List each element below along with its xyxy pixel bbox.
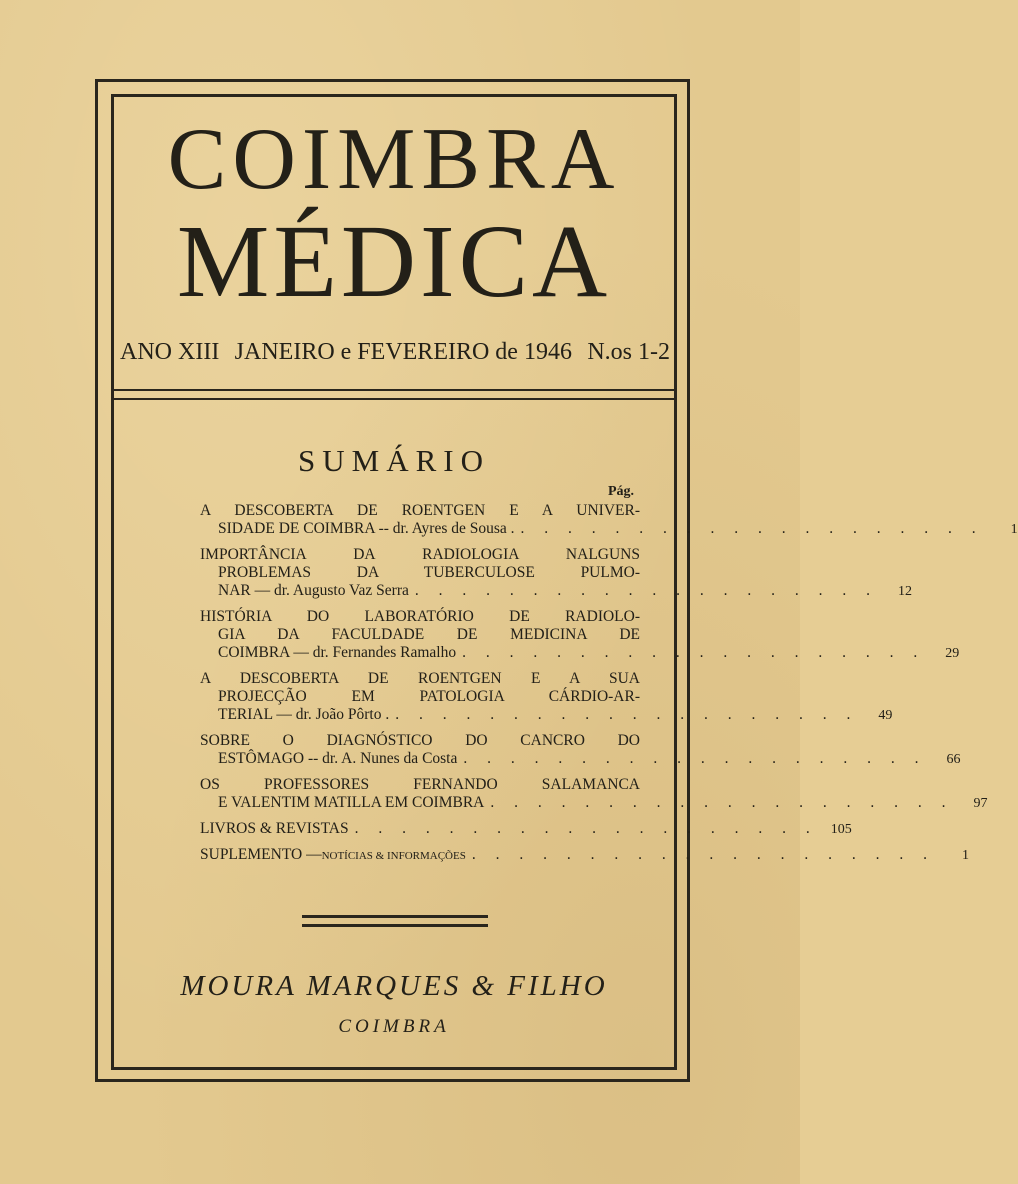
toc-page-number: 12 — [898, 584, 912, 599]
toc-line — [200, 732, 640, 750]
toc-line-text: PROBLEMAS DA TUBERCULOSE PULMO- — [218, 564, 640, 581]
toc-line-text: NAR — dr. Augusto Vaz Serra — [218, 582, 409, 599]
toc-line — [200, 644, 960, 662]
toc-entry — [200, 502, 1018, 538]
toc-line-text: E VALENTIM MATILLA EM COIMBRA — [218, 794, 485, 811]
journal-title-line2: MÉDICA — [176, 204, 612, 319]
toc-entry — [200, 732, 961, 768]
issue-number: N.os 1-2 — [587, 339, 670, 365]
toc-line — [200, 846, 969, 864]
leader-dots: . . . . . . . . . . . . . . . . . . . . — [520, 520, 984, 537]
toc-line-text: HISTÓRIA DO LABORATÓRIO DE RADIOLO- — [200, 608, 640, 625]
toc-line — [200, 582, 912, 600]
toc-line-text: A DESCOBERTA DE ROENTGEN E A UNIVER- — [200, 502, 640, 519]
toc-page-number: 29 — [945, 646, 960, 661]
toc-line — [200, 688, 640, 706]
toc-line — [200, 626, 640, 644]
publisher-city: COIMBRA — [338, 1016, 450, 1037]
toc-page-number: 66 — [946, 752, 961, 767]
toc-entry — [200, 670, 893, 724]
toc-entry — [200, 546, 912, 600]
leader-dots: . . . . . . . . . . . . . . . . . . . . — [490, 794, 954, 811]
toc-line-text: LIVROS & REVISTAS — [200, 820, 349, 837]
toc-line — [200, 520, 1018, 538]
toc-line — [200, 750, 961, 768]
toc-line-text: SOBRE O DIAGNÓSTICO DO CANCRO DO — [200, 732, 640, 749]
toc-line — [200, 794, 988, 812]
toc-entry — [200, 776, 988, 812]
issue-year: ANO XIII — [120, 339, 220, 365]
issue-line — [120, 339, 670, 366]
leader-dots: . . . . . . . . . . . . . . . . . . . . — [471, 846, 935, 863]
toc-line — [200, 546, 640, 564]
toc-line — [200, 706, 893, 724]
divider-rule-bottom — [302, 924, 488, 927]
divider-rule-top — [302, 915, 488, 918]
toc-line-text: OS PROFESSORES FERNANDO SALAMANCA — [200, 776, 640, 793]
toc-page-number: 49 — [878, 708, 893, 723]
leader-dots: . . . . . . . . . . . . . . . . . . . . — [354, 820, 818, 837]
toc-page-number: 1 — [961, 848, 969, 863]
toc-line-text: SIDADE DE COIMBRA -- dr. Ayres de Sousa . — [218, 520, 515, 537]
toc-entry — [200, 608, 960, 662]
header-rule-bottom — [111, 398, 677, 400]
leader-dots: . . . . . . . . . . . . . . . . . . . . — [395, 706, 859, 723]
leader-dots: . . . . . . . . . . . . . . . . . . . . — [414, 582, 878, 599]
toc-line — [200, 564, 640, 582]
toc-entry — [200, 846, 969, 864]
toc-page-number: 97 — [973, 796, 988, 811]
issue-date: JANEIRO e FEVEREIRO de 1946 — [234, 339, 572, 365]
toc-line — [200, 776, 640, 794]
toc-line-text: COIMBRA — dr. Fernandes Ramalho — [218, 644, 457, 661]
toc-line-text: GIA DA FACULDADE DE MEDICINA DE — [218, 626, 640, 643]
toc-subtitle: NOTÍCIAS & INFORMAÇÕES — [321, 850, 466, 862]
toc-line-text: SUPLEMENTO — — [200, 846, 322, 863]
journal-title-line1: COIMBRA — [167, 111, 621, 208]
toc-line — [200, 608, 640, 626]
leader-dots: . . . . . . . . . . . . . . . . . . . . — [463, 750, 927, 767]
toc-line-text: A DESCOBERTA DE ROENTGEN E A SUA — [200, 670, 640, 687]
toc-line-text: PROJECÇÃO EM PATOLOGIA CÁRDIO-AR- — [218, 688, 640, 705]
toc-line — [200, 670, 640, 688]
table-of-contents — [200, 502, 1018, 872]
toc-page-number: 1 — [1010, 522, 1018, 537]
toc-line-text: IMPORTÂNCIA DA RADIOLOGIA NALGUNS — [200, 546, 640, 563]
toc-line-text: TERIAL — dr. João Pôrto . — [218, 706, 390, 723]
toc-page-number: 105 — [830, 822, 852, 837]
leader-dots: . . . . . . . . . . . . . . . . . . . . — [462, 644, 926, 661]
publisher-name: MOURA MARQUES & FILHO — [180, 970, 608, 1002]
header-rule-top — [111, 389, 677, 391]
toc-line-text: ESTÔMAGO -- dr. A. Nunes da Costa — [218, 750, 458, 767]
toc-line — [200, 820, 852, 838]
page-column-header: Pág. — [608, 484, 635, 499]
toc-line — [200, 502, 640, 520]
toc-entry — [200, 820, 852, 838]
summary-heading: SUMÁRIO — [298, 443, 490, 478]
